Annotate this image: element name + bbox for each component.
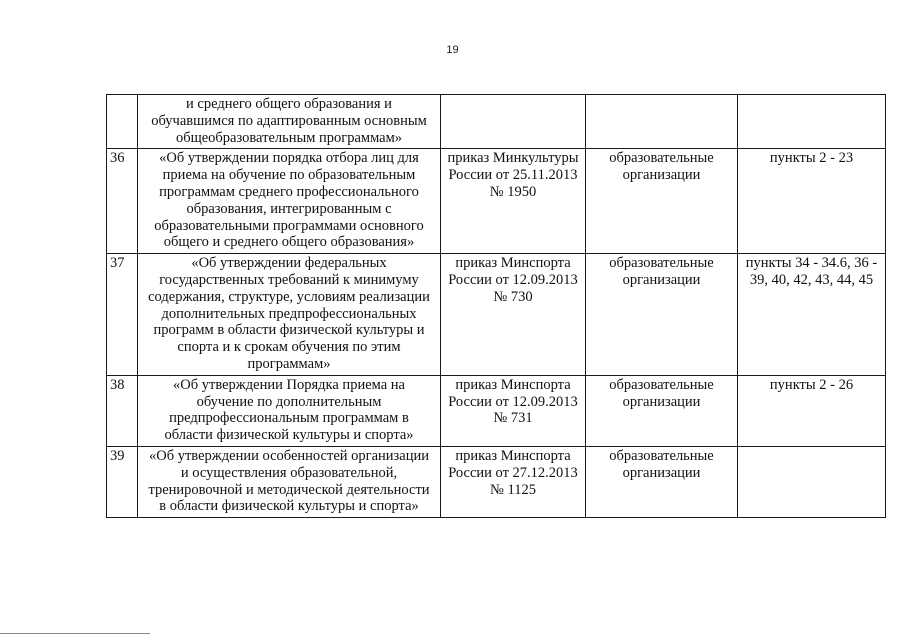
act-title-line: программ в области физической культуры и bbox=[153, 322, 425, 339]
act-title-line: предпрофессиональным программам в bbox=[169, 410, 409, 427]
act-points-line: пункты 2 - 23 bbox=[769, 150, 854, 167]
act-title-cell bbox=[138, 95, 441, 149]
act-document-cell bbox=[441, 375, 586, 446]
applicable-organizations-line: организации bbox=[622, 167, 701, 184]
act-document-line: № 731 bbox=[493, 410, 533, 427]
act-points-line: 39, 40, 42, 43, 44, 45 bbox=[749, 271, 874, 288]
row-number-cell bbox=[107, 254, 138, 376]
page-number: 19 bbox=[446, 44, 459, 56]
act-title-line: и осуществления образовательной, bbox=[180, 464, 398, 481]
row-number: 37 bbox=[110, 255, 125, 272]
row-number-cell bbox=[107, 149, 138, 254]
footer-rule bbox=[0, 633, 150, 634]
act-title-line: спорта и к срокам обучения по этим bbox=[177, 339, 401, 356]
row-number-cell bbox=[107, 446, 138, 517]
act-title-line: «Об утверждении федеральных bbox=[191, 255, 387, 272]
applicable-organizations-cell bbox=[586, 254, 738, 376]
act-document-line: № 1950 bbox=[489, 183, 537, 200]
act-document-line: России от 12.09.2013 bbox=[448, 393, 578, 410]
table-row bbox=[107, 446, 886, 517]
applicable-organizations-line: образовательные bbox=[609, 376, 714, 393]
act-title-line: приема на обучение по образовательным bbox=[162, 167, 416, 184]
act-title-cell bbox=[138, 375, 441, 446]
act-title-line: тренировочной и методической деятельности bbox=[148, 481, 430, 498]
act-document-line: № 1125 bbox=[490, 481, 536, 498]
act-document-line: России от 27.12.2013 bbox=[448, 464, 578, 481]
act-document-line: приказ Минкультуры bbox=[447, 150, 579, 167]
act-title-line: в области физической культуры и спорта» bbox=[159, 498, 419, 515]
row-number-cell bbox=[107, 375, 138, 446]
act-points-line: пункты 2 - 26 bbox=[769, 376, 854, 393]
act-title-line: «Об утверждении особенностей организации bbox=[149, 447, 429, 464]
act-title-cell bbox=[138, 149, 441, 254]
act-title-line: общеобразовательным программам» bbox=[175, 129, 403, 146]
act-document-cell bbox=[441, 446, 586, 517]
row-number: 36 bbox=[110, 150, 125, 167]
row-number: 39 bbox=[110, 447, 125, 464]
act-document-line: приказ Минспорта bbox=[455, 447, 571, 464]
act-title-line: содержания, структуре, условиям реализации bbox=[148, 288, 430, 305]
act-title-line: общего и среднего общего образования» bbox=[163, 234, 415, 251]
applicable-organizations-cell bbox=[586, 446, 738, 517]
row-number: 38 bbox=[110, 376, 125, 393]
act-title-cell bbox=[138, 254, 441, 376]
table-row bbox=[107, 95, 886, 149]
act-title-line: и среднего общего образования и bbox=[186, 96, 392, 112]
act-title-line: образования, интегрированным с bbox=[186, 200, 392, 217]
applicable-organizations-line: образовательные bbox=[609, 447, 714, 464]
table-row bbox=[107, 254, 886, 376]
legal-acts-table bbox=[106, 94, 886, 518]
act-points-cell bbox=[738, 95, 886, 149]
act-title-line: государственных требований к минимуму bbox=[159, 271, 419, 288]
row-number-cell bbox=[107, 95, 138, 149]
act-document-line: приказ Минспорта bbox=[455, 255, 571, 272]
applicable-organizations-line: организации bbox=[622, 464, 701, 481]
act-title-line: области физической культуры и спорта» bbox=[164, 427, 414, 444]
act-points-line: пункты 34 - 34.6, 36 - bbox=[745, 255, 878, 272]
applicable-organizations-line: организации bbox=[622, 393, 701, 410]
table-row bbox=[107, 375, 886, 446]
table-row bbox=[107, 149, 886, 254]
act-points-cell bbox=[738, 149, 886, 254]
act-document-line: России от 25.11.2013 bbox=[448, 167, 578, 184]
act-title-line: «Об утверждении порядка отбора лиц для bbox=[159, 150, 419, 167]
act-title-line: «Об утверждении Порядка приема на bbox=[173, 376, 405, 393]
applicable-organizations-line: образовательные bbox=[609, 255, 714, 272]
act-title-line: обучавшимся по адаптированным основным bbox=[151, 112, 427, 129]
act-document-cell bbox=[441, 149, 586, 254]
act-title-line: образовательными программами основного bbox=[154, 217, 424, 234]
act-document-line: № 730 bbox=[493, 288, 533, 305]
table-body bbox=[107, 95, 886, 518]
act-points-cell bbox=[738, 375, 886, 446]
applicable-organizations-cell bbox=[586, 149, 738, 254]
act-document-cell bbox=[441, 254, 586, 376]
act-title-line: обучение по дополнительным bbox=[196, 393, 382, 410]
applicable-organizations-cell bbox=[586, 375, 738, 446]
act-title-line: программам» bbox=[247, 355, 331, 372]
act-title-line: программам среднего профессионального bbox=[159, 183, 419, 200]
applicable-organizations-line: организации bbox=[622, 271, 701, 288]
act-title-line: дополнительных предпрофессиональных bbox=[161, 305, 417, 322]
act-title-cell bbox=[138, 446, 441, 517]
applicable-organizations-line: образовательные bbox=[609, 150, 714, 167]
act-points-cell bbox=[738, 254, 886, 376]
act-points-cell bbox=[738, 446, 886, 517]
act-document-cell bbox=[441, 95, 586, 149]
act-document-line: России от 12.09.2013 bbox=[448, 271, 578, 288]
applicable-organizations-cell bbox=[586, 95, 738, 149]
act-document-line: приказ Минспорта bbox=[455, 376, 571, 393]
